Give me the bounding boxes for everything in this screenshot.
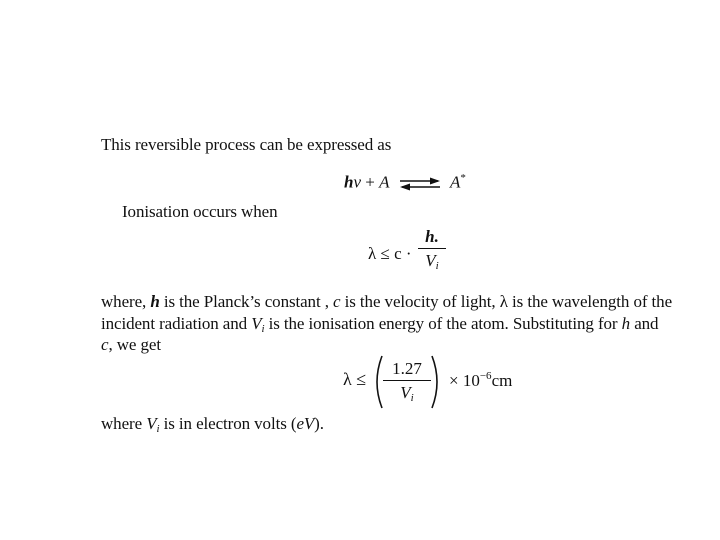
- eq2-denominator: [418, 249, 446, 273]
- eq3-multiplier: [449, 370, 512, 391]
- intro-sentence: [101, 135, 391, 155]
- p4-eV: eV: [296, 414, 315, 433]
- p3-l2-a: incident radiation and: [101, 314, 252, 333]
- eq3-exponent: −6: [479, 370, 492, 382]
- p3-l2-c: and: [630, 314, 659, 333]
- reversible-arrows-icon: [398, 175, 442, 193]
- definitions-line-3: [101, 335, 161, 355]
- p3-l1-b: is the Planck’s constant ,: [159, 292, 334, 311]
- units-sentence: [101, 414, 324, 435]
- intro-text: This reversible process can be expressed as: [101, 135, 392, 154]
- eq1-A: A: [379, 172, 390, 192]
- eq2-fraction: [418, 226, 446, 273]
- eq1-h: h: [344, 172, 354, 192]
- p3-l3-c: c: [101, 335, 109, 354]
- eq3-times: × 10: [449, 371, 480, 390]
- p3-l1-a: where,: [101, 292, 151, 311]
- p3-l1-d: is the velocity of light, λ is the wavelength of the: [340, 292, 673, 311]
- p4-c: ).: [314, 414, 324, 433]
- p3-l3-b: , we get: [108, 335, 161, 354]
- definitions-line-1: [101, 292, 672, 312]
- eq2-V: V: [425, 251, 436, 270]
- eq3-denominator: [383, 381, 431, 405]
- eq3-unit: cm: [491, 371, 513, 390]
- eq2-V-sub: i: [435, 260, 439, 272]
- eq2-lhs: λ ≤ c ·: [368, 244, 412, 263]
- definitions-line-2: [101, 314, 658, 335]
- p4-a: where: [101, 414, 147, 433]
- p3-l1-c: c: [333, 292, 341, 311]
- ionisation-sentence: [122, 202, 277, 222]
- p3-l2-V: V: [251, 314, 262, 333]
- p4-sub: i: [156, 423, 160, 435]
- eq3-V-sub: i: [410, 392, 414, 404]
- eq3-lhs: λ ≤: [343, 369, 367, 389]
- p4-V: V: [146, 414, 157, 433]
- eq3-fraction: [383, 358, 431, 405]
- p4-b: is in electron volts (: [159, 414, 297, 433]
- eq1-plus: +: [361, 172, 380, 192]
- ionisation-text: Ionisation occurs when: [122, 202, 278, 221]
- eq1-A-excited: A: [450, 172, 461, 192]
- p3-l2-sub: i: [261, 323, 265, 335]
- eq2-numerator: h.: [425, 227, 439, 246]
- equilibrium-equation: [344, 172, 466, 193]
- eq1-excited-mark: *: [460, 172, 466, 184]
- p3-l2-h: h: [621, 314, 631, 333]
- p3-l2-b: is the ionisation energy of the atom. Substituting for: [264, 314, 622, 333]
- eq3-V: V: [400, 383, 411, 402]
- wavelength-equation: [343, 356, 563, 412]
- eq1-nu: ν: [353, 172, 362, 192]
- p3-l1-h: h: [150, 292, 160, 311]
- right-paren-icon: [429, 354, 445, 410]
- eq3-numerator: 1.27: [392, 359, 422, 378]
